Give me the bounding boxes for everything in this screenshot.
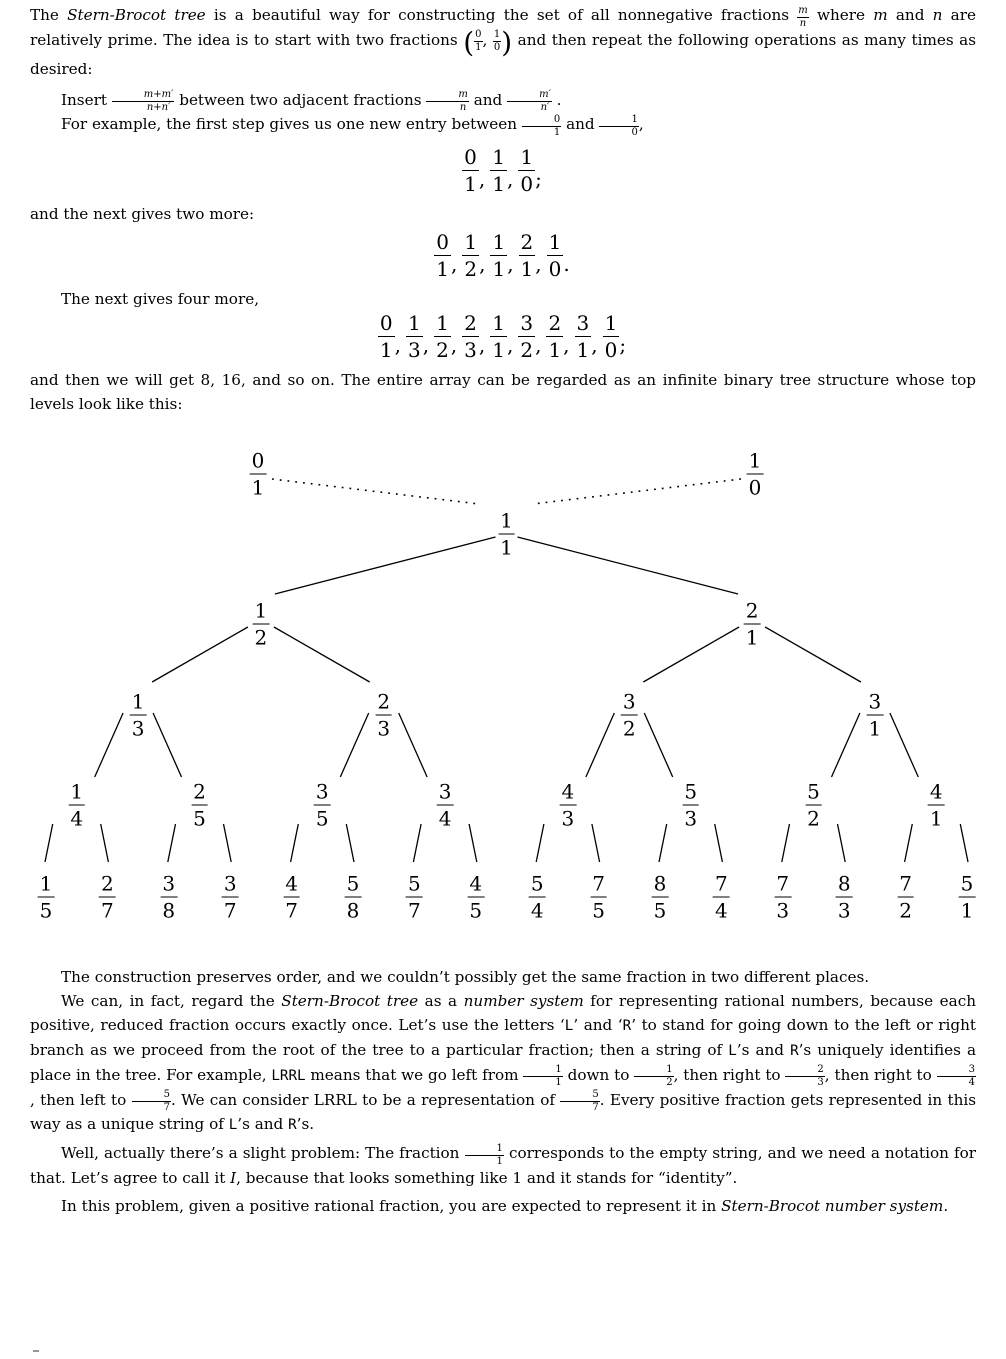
tree-edge	[340, 713, 368, 777]
equation-separator: ,	[506, 333, 514, 357]
tree-edge	[346, 824, 354, 862]
equation-separator: .	[563, 252, 570, 276]
equation-fraction: $\frac{3}{2}$	[520, 310, 534, 362]
equation-fraction: $\frac{1}{1}$	[492, 310, 505, 362]
equation-fraction: $\frac{1}{1}$	[492, 229, 506, 281]
inline-fraction: $\frac{1}{1}$	[523, 1065, 562, 1088]
equation-separator: ;	[535, 167, 542, 191]
tree-node-fraction: 4 3	[561, 779, 575, 830]
equation-separator: ,	[535, 333, 542, 357]
tree-node-fraction: 7 2	[899, 871, 912, 922]
tree-node-fraction: 1 4	[70, 779, 84, 830]
paragraph: The next gives four more,	[61, 289, 260, 308]
tree-edge	[291, 824, 299, 862]
display-equation	[30, 144, 976, 196]
paragraph: and the next gives two more:	[30, 204, 255, 223]
equation-separator: ,	[422, 333, 430, 357]
typewriter-letter: LRRL	[271, 1067, 306, 1084]
tree-node-fraction: 2 1	[745, 598, 759, 649]
tree-dotted-edge	[533, 479, 741, 504]
tree-edge	[469, 824, 477, 862]
typewriter-letter: R	[288, 1117, 297, 1133]
tree-edge	[413, 824, 421, 862]
equation-separator: ,	[479, 252, 486, 276]
equation-fraction: $\frac{1}{0}$	[604, 310, 618, 362]
inline-fraction: $\frac{0}{1}$	[475, 29, 482, 53]
inline-fraction: $\frac{m+m'}{n+n'}$	[112, 90, 175, 113]
tree-node-fraction: 3 5	[315, 779, 329, 830]
inline-fraction: $\frac{1}{1}$	[465, 1144, 504, 1167]
tree-node-fraction: 1 5	[39, 871, 53, 922]
tree-edge	[905, 824, 913, 862]
tree-edge	[399, 713, 427, 777]
tree-edge	[586, 713, 614, 777]
inline-fraction: $\frac{5}{7}$	[132, 1090, 171, 1113]
tree-node-fraction: 3 4	[438, 779, 452, 830]
equation-fraction: $\frac{1}{0}$	[548, 229, 562, 281]
paragraph: We can, in fact, regard the Stern-Brocot tree as a number system for representing rational numbers, because each positive, reduced fraction occurs exactly once. Let’s use the letters ‘L’ and ‘R’ to stand for going down to the left or right branch as we proceed from the root of the tree to a particular fraction; then a string of L’s and R’s uniquely identifies a place in the tree. For example, LRRL means that we go left from $\frac{1}{1}$ down to $\frac{1}{2}$ , then right to $\frac{2}{3}$ , then right to $\frac{3}{4}$ , then left to $\frac{5}{7}$ . We can consider LRRL to be a representation of $\frac{5}{7}$ . Every positive fraction gets represented in this way as a unique string of L’s and R’s.	[30, 991, 977, 1133]
equation-fraction: $\frac{2}{3}$	[464, 310, 477, 362]
tree-edge	[275, 537, 496, 594]
inline-fraction: $\frac{1}{0}$	[599, 115, 638, 138]
tree-node-fraction: 1 1	[500, 508, 513, 559]
inline-fraction: $\frac{2}{3}$	[785, 1065, 824, 1088]
tree-node-fraction: 1 3	[131, 689, 145, 740]
equation-separator: ,	[506, 167, 514, 191]
tree-edge	[838, 824, 846, 862]
equation-fraction: $\frac{0}{1}$	[379, 310, 393, 362]
tree-edge	[168, 824, 176, 862]
inline-fraction: $\frac{3}{4}$	[937, 1065, 976, 1088]
tree-edge	[659, 824, 667, 862]
tree-node-fraction: 4 7	[285, 871, 298, 922]
tree-edge	[274, 627, 370, 682]
paragraph: The Stern-Brocot tree is a beautiful way for constructing the set of all nonnegative fractions $\frac{m}{n}$ where m and n are relatively prime. The idea is to start with two fractions ( $\frac{0}{1}$ , $\frac{1}{0}$ ) and then repeat the following operations as many times as desired:	[30, 4, 976, 78]
tree-node-fraction: 7 4	[715, 871, 728, 922]
equation-fraction: $\frac{3}{1}$	[576, 310, 590, 362]
inline-fraction: $\frac{m}{n}$	[798, 4, 808, 29]
tree-edge	[643, 627, 739, 682]
tree-node-fraction: 8 5	[653, 871, 667, 922]
paragraph: and then we will get 8, 16, and so on. The entire array can be regarded as an infinite binary tree structure whose top levels look like this:	[30, 370, 976, 413]
inline-fraction: $\frac{5}{7}$	[560, 1090, 599, 1113]
tree-edge	[592, 824, 600, 862]
tree-edge	[152, 627, 248, 682]
inline-fraction: $\frac{m'}{n'}$	[507, 90, 552, 113]
display-equation	[30, 310, 976, 362]
tree-node-fraction: 5 4	[530, 871, 544, 922]
big-paren: )	[501, 25, 513, 59]
equation-fraction: $\frac{1}{1}$	[492, 144, 505, 196]
tree-edge	[782, 824, 790, 862]
paragraph: Well, actually there’s a slight problem: The fraction $\frac{1}{1}$ corresponds to the empty string, and we need a notation for that. Let’s agree to call it I, because that looks something like 1 and it stands for “identity”.	[30, 1142, 976, 1187]
inline-fraction: $\frac{1}{0}$	[493, 29, 501, 53]
big-paren: (	[463, 25, 475, 59]
tree-node-fraction: 5 7	[408, 871, 421, 922]
cutoff-text-artifact	[33, 1350, 39, 1352]
tree-node-fraction: 7 5	[592, 871, 605, 922]
tree-edge	[45, 824, 53, 862]
inline-fraction: $\frac{1}{2}$	[634, 1065, 673, 1088]
stern-brocot-tree-figure	[0, 442, 1006, 947]
equation-separator: ;	[619, 333, 627, 357]
tree-node-fraction: 7 3	[776, 871, 790, 922]
tree-node-fraction: 4 1	[929, 779, 943, 830]
tree-node-fraction: 3 7	[223, 871, 237, 922]
equation-separator: ,	[451, 252, 458, 276]
equation-fraction: $\frac{1}{2}$	[436, 310, 449, 362]
tree-node-fraction: 3 1	[868, 689, 882, 740]
tree-edge	[153, 713, 181, 777]
tree-edge	[715, 824, 723, 862]
paragraph: For example, the first step gives us one new entry between $\frac{0}{1}$ and $\frac{1}{0}$ ,	[61, 113, 644, 138]
tree-edge	[224, 824, 232, 862]
typewriter-letter: L	[228, 1117, 238, 1133]
tree-node-fraction: 8 3	[837, 871, 851, 922]
equation-fraction: $\frac{1}{0}$	[520, 144, 534, 196]
equation-separator: ,	[535, 252, 542, 276]
tree-edge	[832, 713, 860, 777]
tree-node-fraction: 2 7	[101, 871, 114, 922]
tree-edge	[95, 713, 123, 777]
tree-edge	[101, 824, 109, 862]
equation-fraction: $\frac{1}{3}$	[407, 310, 421, 362]
tree-node-fraction: 3 8	[162, 871, 176, 922]
tree-edge	[960, 824, 968, 862]
tree-node-fraction: 5 1	[960, 871, 974, 922]
tree-node-fraction: 4 5	[469, 871, 483, 922]
paragraph: The construction preserves order, and we couldn’t possibly get the same fraction in two different places.	[61, 967, 870, 986]
inline-fraction: $\frac{0}{1}$	[522, 115, 561, 138]
equation-fraction: $\frac{0}{1}$	[464, 144, 477, 196]
tree-node-fraction: 2 3	[377, 689, 391, 740]
typewriter-letter: R	[622, 1017, 632, 1034]
tree-dotted-edge	[272, 479, 479, 504]
equation-separator: ,	[563, 333, 570, 357]
equation-fraction: $\frac{2}{1}$	[548, 310, 562, 362]
tree-node-fraction: 2 5	[193, 779, 206, 830]
equation-separator: ,	[478, 167, 486, 191]
equation-separator: ,	[478, 333, 486, 357]
tree-node-fraction: 5 3	[684, 779, 698, 830]
typewriter-letter: L	[728, 1042, 737, 1059]
tree-node-fraction: 5 8	[346, 871, 360, 922]
tree-edge	[765, 627, 861, 682]
equation-separator: ,	[450, 333, 458, 357]
tree-edge	[644, 713, 672, 777]
tree-outer-fraction: 1 0	[748, 448, 762, 499]
typewriter-letter: R	[790, 1042, 799, 1059]
typewriter-letter: L	[564, 1017, 574, 1034]
tree-edge	[890, 713, 918, 777]
equation-separator: ,	[591, 333, 598, 357]
paragraph: Insert $\frac{m+m'}{n+n'}$ between two adjacent fractions $\frac{m}{n}$ and $\frac{m'}{n'}$ .	[61, 89, 562, 113]
equation-fraction: $\frac{0}{1}$	[436, 229, 449, 281]
tree-node-fraction: 5 2	[807, 779, 820, 830]
paragraph: In this problem, given a positive rational fraction, you are expected to represent it in Stern-Brocot number system.	[61, 1196, 949, 1215]
equation-fraction: $\frac{1}{2}$	[464, 229, 478, 281]
display-equation	[30, 229, 976, 281]
tree-edge	[518, 537, 739, 594]
equation-separator: ,	[394, 333, 401, 357]
tree-node-fraction: 3 2	[622, 689, 636, 740]
equation-fraction: $\frac{2}{1}$	[520, 229, 534, 281]
tree-edge	[536, 824, 544, 862]
tree-node-fraction: 1 2	[254, 598, 268, 649]
equation-separator: ,	[507, 252, 514, 276]
inline-fraction: $\frac{m}{n}$	[426, 90, 468, 113]
tree-outer-fraction: 0 1	[251, 448, 265, 499]
